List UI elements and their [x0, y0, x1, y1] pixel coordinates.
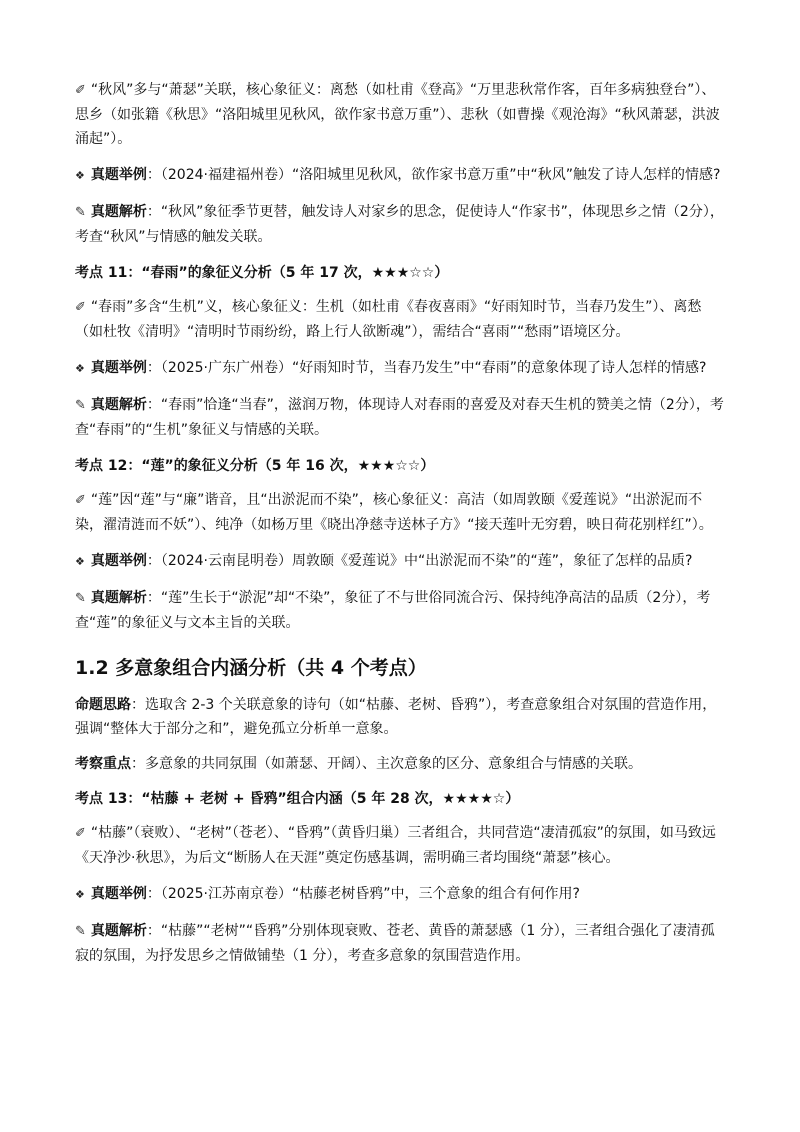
point-12-description [75, 488, 728, 537]
point-11-example [75, 356, 728, 381]
example-label: 真题举例 [90, 360, 147, 376]
example-label: 真题举例 [90, 886, 147, 902]
section-focus [75, 752, 728, 776]
analysis-label: 真题解析 [90, 397, 147, 413]
section-idea [75, 693, 728, 741]
analysis-text: ：“秋风”象征季节更替，触发诗人对家乡的思念，促使诗人“作家书”，体现思乡之情（2分），考查“秋风”与情感的触发关联。 [75, 204, 724, 245]
analysis-text: ：“春雨”恰逢“当春”，滋润万物，体现诗人对春雨的喜爱及对春天生机的赞美之情（2分），考查“春雨”的“生机”象征义与情感的关联。 [75, 397, 724, 438]
qiufeng-analysis [75, 200, 728, 249]
pen-icon: ✎ [75, 398, 86, 413]
diamond-icon: ❖ [75, 169, 85, 182]
diamond-icon: ❖ [75, 362, 85, 375]
point-11-description-text: “春雨”多含“生机”义，核心象征义：生机（如杜甫《春夜喜雨》“好雨知时节，当春乃发生”）、离愁（如杜牧《清明》“清明时节雨纷纷，路上行人欲断魂”），需结合“喜雨”“愁雨”语境区分。 [75, 299, 702, 340]
point-12-analysis [75, 586, 728, 635]
pencil-icon: ✐ [75, 826, 86, 841]
idea-label: 命题思路 [75, 697, 131, 713]
analysis-text: ：“莲”生长于“淤泥”却“不染”，象征了不与世俗同流合污、保持纯净高洁的品质（2分），考查“莲”的象征义与文本主旨的关联。 [75, 590, 711, 631]
point-11-title: 考点 11：“春雨”的象征义分析（5 年 17 次，★★★☆☆） [75, 265, 449, 281]
point-11-description [75, 295, 728, 344]
example-text: ：（2024·福建福州卷）“洛阳城里见秋风，欲作家书意万重”中“秋风”触发了诗人怎样的情感? [146, 167, 721, 183]
point-11-analysis [75, 393, 728, 442]
idea-text: ：选取含 2-3 个关联意象的诗句（如“枯藤、老树、昏鸦”），考查意象组合对氛围的营造作用，强调“整体大于部分之和”，避免孤立分析单一意象。 [75, 697, 717, 737]
point-13-title: 考点 13：“枯藤 + 老树 + 昏鸦”组合内涵（5 年 28 次，★★★★☆） [75, 791, 520, 807]
pencil-icon: ✐ [75, 83, 86, 98]
analysis-label: 真题解析 [90, 590, 147, 606]
pencil-icon: ✐ [75, 493, 86, 508]
example-label: 真题举例 [90, 553, 147, 569]
example-text: ：（2024·云南昆明卷）周敦颐《爱莲说》中“出淤泥而不染”的“莲”，象征了怎样的品质? [146, 553, 693, 569]
point-12-example [75, 549, 728, 574]
focus-label: 考察重点 [75, 756, 131, 772]
pen-icon: ✎ [75, 205, 86, 220]
qiufeng-example [75, 163, 728, 188]
point-12-description-text: “莲”因“莲”与“廉”谐音，且“出淤泥而不染”，核心象征义：高洁（如周敦颐《爱莲说》“出淤泥而不染，濯清涟而不妖”）、纯净（如杨万里《晓出净慈寺送林子方》“接天莲叶无穷碧，映日荷花别样红”）。 [75, 492, 713, 533]
pen-icon: ✎ [75, 924, 86, 939]
focus-text: ：多意象的共同氛围（如萧瑟、开阔）、主次意象的区分、意象组合与情感的关联。 [131, 756, 642, 772]
analysis-text: ：“枯藤”“老树”“昏鸦”分别体现衰败、苍老、黄昏的萧瑟感（1 分），三者组合强化了凄清孤寂的氛围，为抒发思乡之情做铺垫（1 分），考查多意象的氛围营造作用。 [75, 923, 715, 964]
example-text: ：（2025·江苏南京卷）“枯藤老树昏鸦”中，三个意象的组合有何作用? [146, 886, 580, 902]
example-label: 真题举例 [90, 167, 147, 183]
point-12-title: 考点 12：“莲”的象征义分析（5 年 16 次，★★★☆☆） [75, 458, 435, 474]
pencil-icon: ✐ [75, 300, 86, 315]
example-text: ：（2025·广东广州卷）“好雨知时节，当春乃发生”中“春雨”的意象体现了诗人怎样的情感? [146, 360, 707, 376]
qiufeng-description [75, 78, 728, 151]
pen-icon: ✎ [75, 591, 86, 606]
point-13-description [75, 821, 728, 870]
diamond-icon: ❖ [75, 555, 85, 568]
qiufeng-description-text: “秋风”多与“萧瑟”关联，核心象征义：离愁（如杜甫《登高》“万里悲秋常作客，百年多病独登台”）、思乡（如张籍《秋思》“洛阳城里见秋风，欲作家书意万重”）、悲秋（如曹操《观沧海》“秋风萧瑟，洪波涌起”）。 [75, 82, 720, 147]
diamond-icon: ❖ [75, 888, 85, 901]
point-13-description-text: “枯藤”（衰败）、“老树”（苍老）、“昏鸦”（黄昏归巢）三者组合，共同营造“凄清孤寂”的氛围，如马致远《天净沙·秋思》，为后文“断肠人在天涯”奠定伤感基调，需明确三者均围绕“萧瑟”核心。 [75, 825, 716, 866]
point-13-example [75, 882, 728, 907]
section-1-2-title: 1.2 多意象组合内涵分析（共 4 个考点） [75, 657, 427, 679]
point-13-analysis [75, 919, 728, 968]
analysis-label: 真题解析 [90, 923, 147, 939]
analysis-label: 真题解析 [90, 204, 147, 220]
